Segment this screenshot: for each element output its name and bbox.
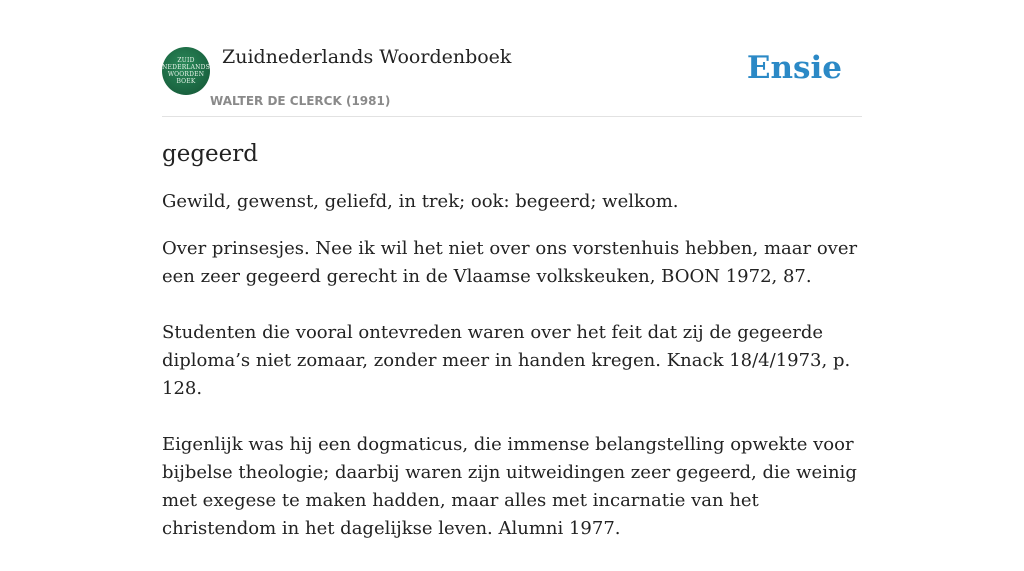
dictionary-author: WALTER DE CLERCK (1981) [210, 94, 391, 108]
logo-line: WOORDEN [167, 71, 205, 78]
dictionary-logo[interactable] [162, 47, 210, 95]
entry-quote: Eigenlijk was hij een dogmaticus, die immense belangstelling opwekte voor bijbelse theologie; daarbij waren zijn uitweidingen zeer gegeerd, die weinig met exegese te maken hadden, maar alles met incarnatie van het christendom in het dagelijkse leven. Alumni 1977. [162, 434, 857, 539]
entry-quote: Over prinsesjes. Nee ik wil het niet over ons vorstenhuis hebben, maar over een zeer gegeerd gerecht in de Vlaamse volkskeuken, BOON 1972, 87. [162, 238, 858, 287]
ensie-logo-link[interactable]: Ensie [746, 50, 842, 86]
entry-quote: Studenten die vooral ontevreden waren over het feit dat zij de gegeerde diploma’s niet zomaar, zonder meer in handen kregen. Knack 18/4/1973, p. 128. [162, 322, 851, 399]
logo-line: NEDERLANDS [162, 64, 210, 71]
dictionary-title[interactable]: Zuidnederlands Woordenboek [222, 46, 512, 68]
dictionary-header [162, 44, 862, 117]
entry-content [162, 138, 862, 571]
logo-line: BOEK [176, 78, 196, 85]
entry-definition: Gewild, gewenst, geliefd, in trek; ook: begeerd; welkom. [162, 191, 679, 212]
entry-headword: gegeerd [162, 141, 258, 167]
logo-line: ZUID [177, 57, 195, 64]
